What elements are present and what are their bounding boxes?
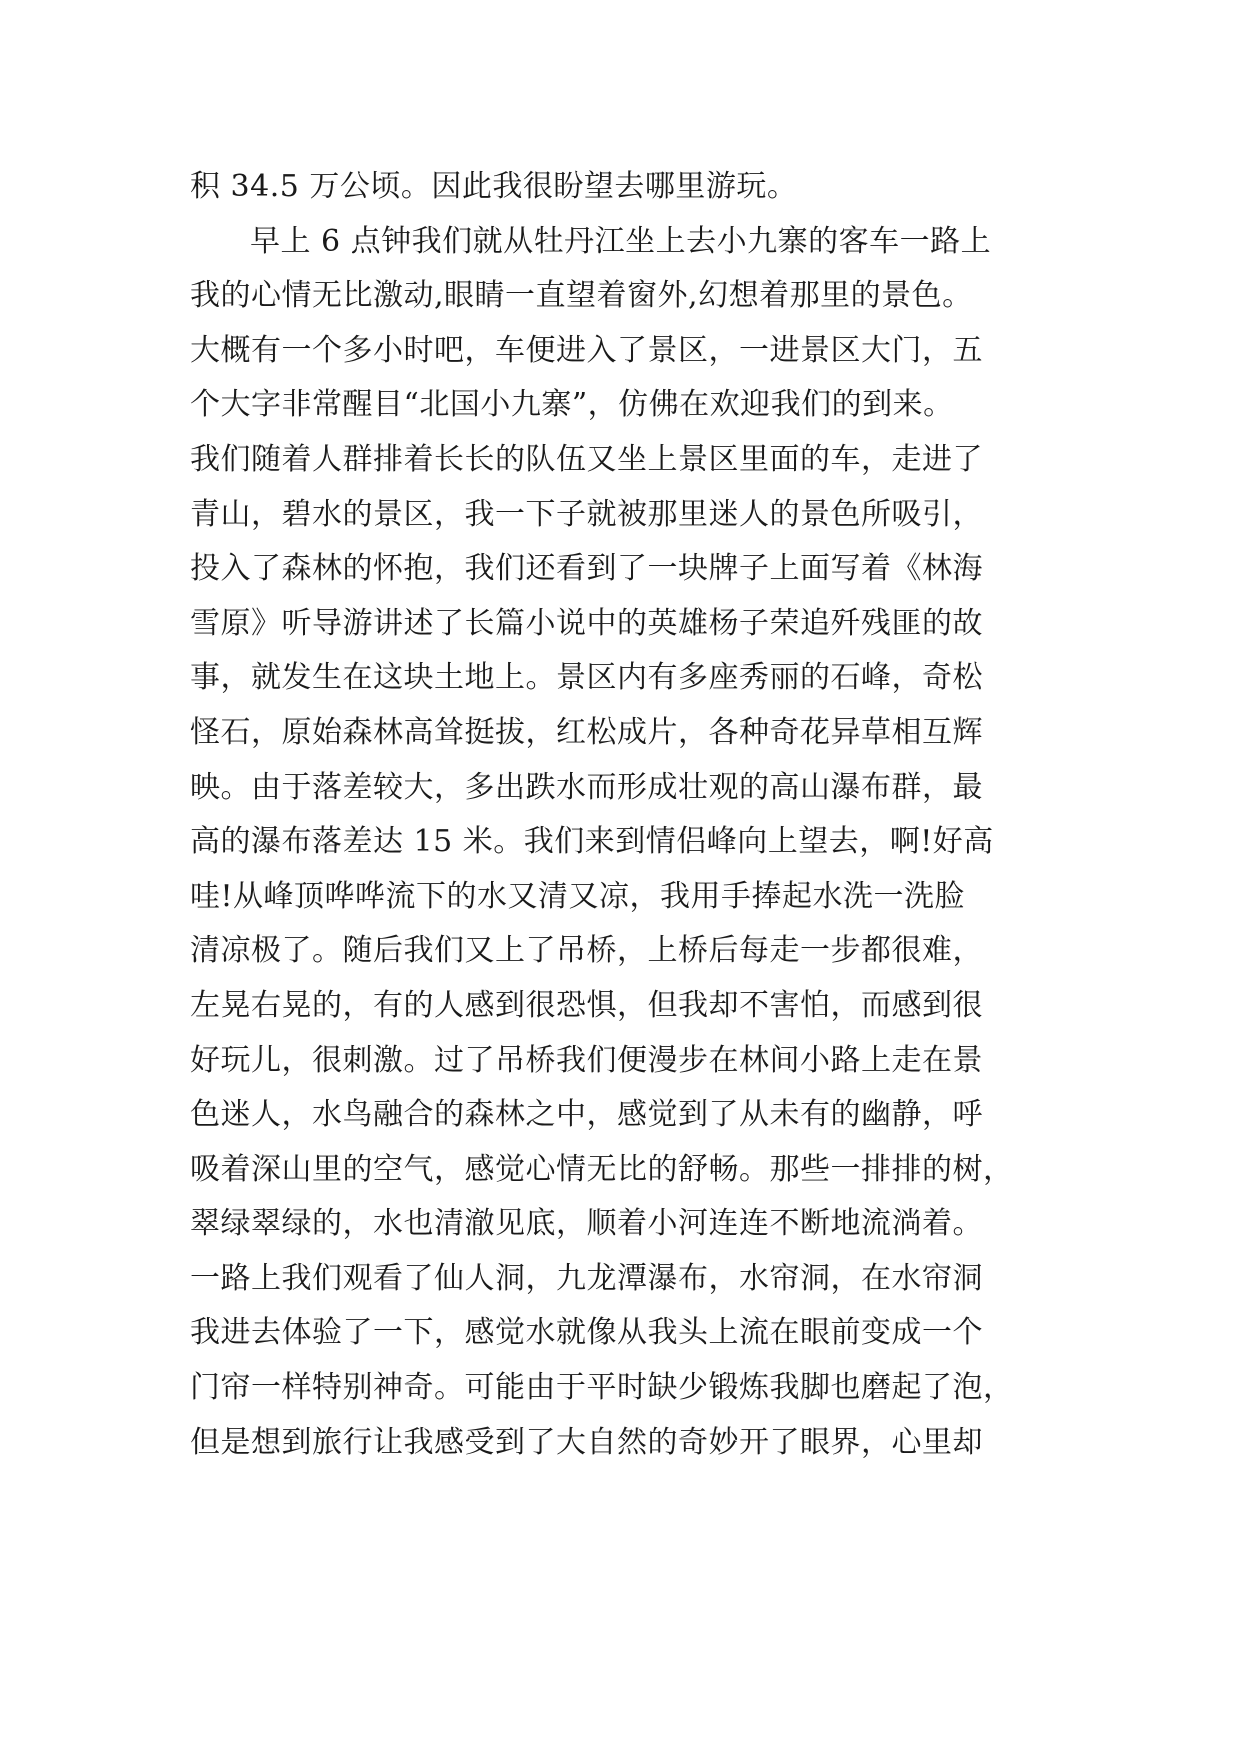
text-line: 好玩儿，很刺激。过了吊桥我们便漫步在林间小路上走在景 [190, 1042, 983, 1078]
text-line: 清凉极了。随后我们又上了吊桥，上桥后每走一步都很难， [190, 933, 983, 969]
text-line: 个大字非常醒目“北国小九寨”，仿佛在欢迎我们的到来。 [190, 387, 954, 423]
text-line: 青山，碧水的景区，我一下子就被那里迷人的景色所吸引， [190, 496, 983, 532]
text-line: 门帘一样特别神奇。可能由于平时缺少锻炼我脚也磨起了泡， [190, 1370, 1014, 1406]
text-line: 高的瀑布落差达 15 米。我们来到情侣峰向上望去，啊!好高 [190, 824, 994, 860]
body-text [190, 160, 1070, 1470]
text-line: 左晃右晃的，有的人感到很恐惧，但我却不害怕，而感到很 [190, 987, 983, 1023]
text-line: 翠绿翠绿的，水也清澈见底，顺着小河连连不断地流淌着。 [190, 1206, 983, 1242]
text-line: 怪石，原始森林高耸挺拔，红松成片，各种奇花异草相互辉 [190, 714, 983, 750]
text-line: 我的心情无比激动,眼睛一直望着窗外,幻想着那里的景色。 [190, 278, 973, 314]
text-line: 事，就发生在这块土地上。景区内有多座秀丽的石峰，奇松 [190, 660, 983, 696]
text-line: 吸着深山里的空气，感觉心情无比的舒畅。那些一排排的树， [190, 1151, 1014, 1187]
text-line: 色迷人，水鸟融合的森林之中，感觉到了从未有的幽静，呼 [190, 1097, 983, 1133]
text-line: 积 34.5 万公顷。因此我很盼望去哪里游玩。 [190, 169, 798, 204]
text-line: 大概有一个多小时吧，车便进入了景区，一进景区大门，五 [190, 332, 983, 368]
text-line: 一路上我们观看了仙人洞，九龙潭瀑布，水帘洞，在水帘洞 [190, 1260, 983, 1296]
text-line: 我们随着人群排着长长的队伍又坐上景区里面的车，走进了 [190, 441, 983, 477]
text-line: 投入了森林的怀抱，我们还看到了一块牌子上面写着《林海 [190, 551, 983, 587]
text-line: 但是想到旅行让我感受到了大自然的奇妙开了眼界，心里却 [190, 1424, 983, 1460]
text-line: 雪原》听导游讲述了长篇小说中的英雄杨子荣追歼残匪的故 [190, 605, 983, 641]
paragraph-first-line: 早上 6 点钟我们就从牡丹江坐上去小九寨的客车一路上 [250, 223, 992, 259]
text-line: 映。由于落差较大，多出跌水而形成壮观的高山瀑布群，最 [190, 769, 983, 805]
text-line: 我进去体验了一下，感觉水就像从我头上流在眼前变成一个 [190, 1315, 983, 1351]
text-line: 哇!从峰顶哗哗流下的水又清又凉，我用手捧起水洗一洗脸 [190, 878, 966, 914]
